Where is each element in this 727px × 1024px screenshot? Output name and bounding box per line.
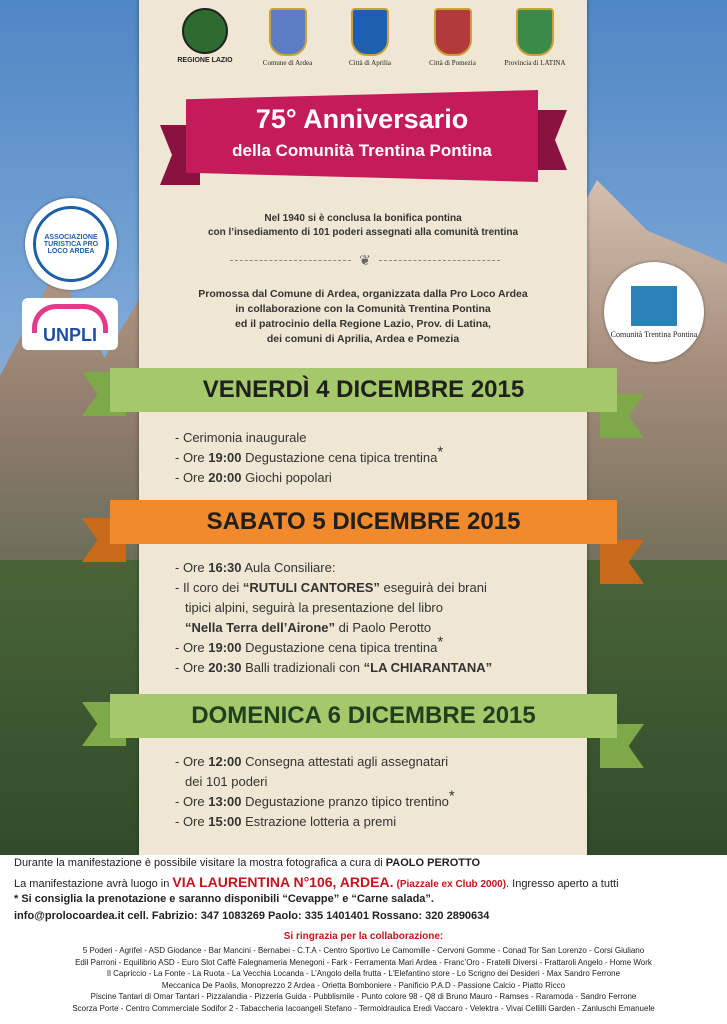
schedule-saturday (175, 558, 492, 678)
promo-text: Promossa dal Comune di Ardea, organizzata dalla Pro Loco Ardea in collaborazione con la Comunità Trentina Pontina ed il patrocinio della Regione Lazio, Prov. di Latina, dei comuni di Aprilia, Ardea e Pomezia (198, 288, 528, 345)
unpli-arcs-icon (32, 304, 108, 333)
patron-logos (170, 8, 570, 67)
list-item: - Ore 16:30 Aula Consiliare: (175, 560, 336, 575)
list-item: dei 101 poderi (185, 774, 268, 789)
logo-pro-loco-ardea: ASSOCIAZIONE TURISTICA PRO LOCO ARDEA (25, 198, 117, 290)
logo-unpli: UNPLI (22, 298, 118, 350)
list-item: - Ore 19:00 Degustazione cena tipica trentina* (175, 633, 444, 655)
list-item: - Il coro dei “RUTULI CANTORES” eseguirà dei brani (175, 580, 487, 595)
list-item: tipici alpini, seguirà la presentazione del libro (185, 600, 443, 615)
logo-provincia-latina: Provincia di LATINA (500, 8, 570, 67)
event-subtitle: della Comunità Trentina Pontina (232, 141, 492, 160)
list-item: - Ore 15:00 Estrazione lotteria a premi (175, 814, 397, 829)
list-item: - Ore 20:00 Giochi popolari (175, 470, 332, 485)
footer-mostra: Durante la manifestazione è possibile visitare la mostra fotografica a cura di PAOLO PEROTTO (14, 857, 481, 869)
logo-citta-pomezia: Città di Pomezia (418, 8, 488, 67)
logo-citta-aprilia: Città di Aprilia (335, 8, 405, 67)
list-item: - Ore 13:00 Degustazione pranzo tipico trentino* (175, 787, 455, 809)
list-item: - Cerimonia inaugurale (175, 430, 307, 445)
logo-comunita-trentina-pontina: Comunità Trentina Pontina (604, 262, 704, 362)
list-item: - Ore 19:00 Degustazione cena tipica trentina* (175, 443, 444, 465)
regione-lazio-emblem-icon (182, 8, 228, 54)
day-header-sunday: DOMENICA 6 DICEMBRE 2015 (110, 694, 617, 738)
aprilia-crest-icon (351, 8, 389, 56)
footer-location: La manifestazione avrà luogo in VIA LAURENTINA N°106, ARDEA. (Piazzale ex Club 2000). Ingresso aperto a tutti (14, 874, 619, 890)
intro-text: Nel 1940 si è conclusa la bonifica pontina con l’insediamento di 101 poderi assegnati alla comunità trentina (207, 213, 519, 238)
ardea-crest-icon (269, 8, 307, 56)
logo-regione-lazio: REGIONE LAZIO (170, 8, 240, 67)
day-header-saturday: SABATO 5 DICEMBRE 2015 (110, 500, 617, 544)
list-item: - Ore 12:00 Consegna attestati agli assegnatari (175, 754, 449, 769)
schedule-sunday (175, 752, 455, 832)
pomezia-crest-icon (434, 8, 472, 56)
footer-thanks-title: Si ringrazia per la collaborazione: (283, 931, 444, 942)
event-title: 75° Anniversario (255, 104, 469, 134)
logo-comune-ardea: Comune di Ardea (253, 8, 323, 67)
swallow-icon (631, 286, 677, 326)
latina-crest-icon (516, 8, 554, 56)
schedule-friday (175, 428, 443, 488)
footer-contacts: info@prolocoardea.it cell. Fabrizio: 347 1083269 Paolo: 335 1401401 Rossano: 320 2890634 (14, 910, 490, 922)
ornament-divider (230, 252, 500, 268)
footer-prenotazione: * Si consiglia la prenotazione e saranno disponibili “Cevappe” e “Carne salada”. (14, 893, 434, 905)
list-item: “Nella Terra dell’Airone” di Paolo Perotto (185, 620, 432, 635)
sponsor-list: 5 Poderi - Agrifel - ASD Giodance - Bar Mancini - Bernabei - C.T.A - Centro Sportivo Le Camomille - Cervoni Gomme - Conad Tor San Lorenzo - Corsi Giuliano Edil Parroni - Equilibrio ASD - Euro Slot Caffè Falegnameria Menegoni - Fark - Ferramenta Mari Ardea - Franc’Oro - Fratelli Diversi - Frattaroli Angelo - Home Work Il Capriccio - La Fonte - La Ruota - La Vecchia Locanda - L’Angolo della frutta - L’Elefantino store - Lo Scrigno dei Desideri - Max Sandro Ferrone Meccanica De Paolis, Monoprezzo 2 Ardea - Orietta Bomboniere - Panificio P.A.D - Passione Calcio - Piatto Ricco Piscine Tantari di Omar Tantari - Pizzalandia - Pizzeria Guida - Pubblismile - Punto colore 98 - Q8 di Bruno Mauro - Ramses - Raramoda - Sandro Ferrone Scorza Porte - Centro Commerciale Sodifor 2 - Tabaccheria Iacoangeli Stefano - Termoidraulica Eredi Vaccaro - Velektra - Vivai Cellilli Garden - Zanluschi Emanuele (72, 946, 655, 1013)
flourish-icon: ❦ (359, 251, 371, 268)
day-header-friday: VENERDÌ 4 DICEMBRE 2015 (110, 368, 617, 412)
list-item: - Ore 20:30 Balli tradizionali con “LA CHIARANTANA” (175, 660, 493, 675)
